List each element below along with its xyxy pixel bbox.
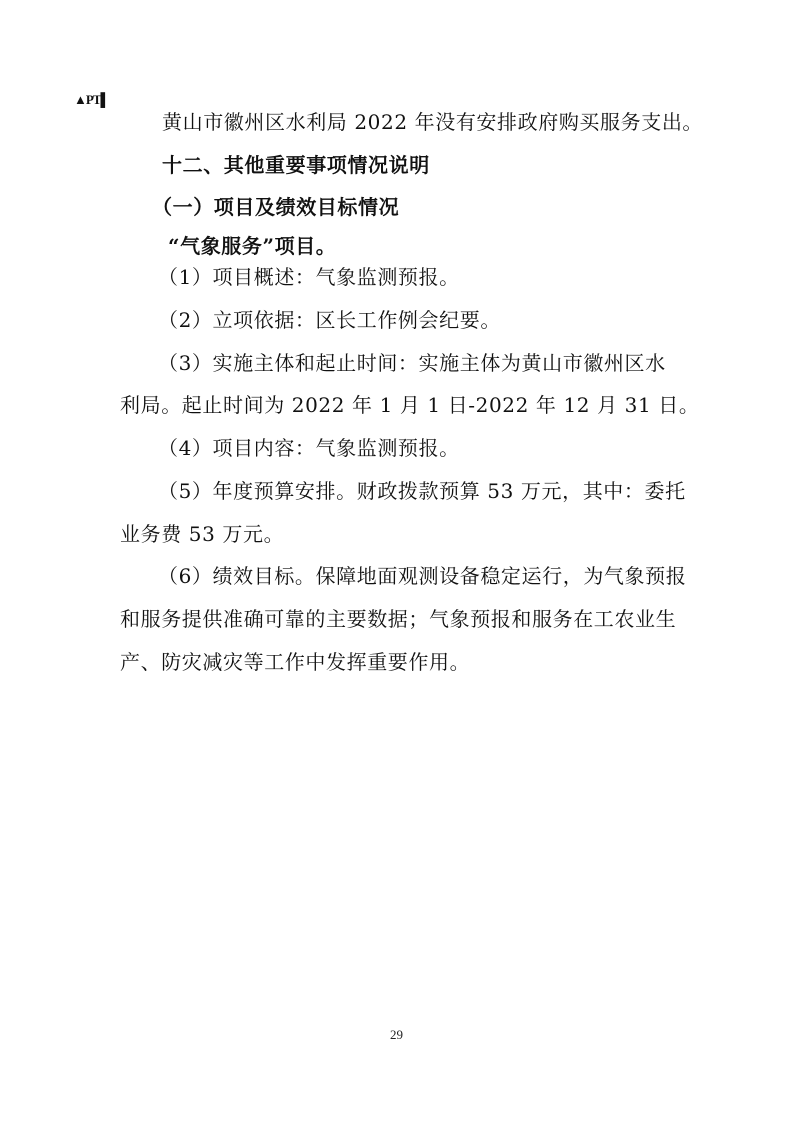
paragraph-line-1: 黄山市徽州区水利局 2022 年没有安排政府购买服务支出。 bbox=[162, 110, 704, 134]
section-heading: 十二、其他重要事项情况说明 bbox=[162, 153, 430, 177]
item-3-line-2: 利局。起止时间为 2022 年 1 月 1 日-2022 年 12 月 31 日。 bbox=[120, 393, 700, 417]
item-3-line-1: （3）实施主体和起止时间：实施主体为黄山市徽州区水 bbox=[158, 351, 666, 375]
item-6-line-2: 和服务提供准确可靠的主要数据；气象预报和服务在工农业生 bbox=[120, 607, 677, 631]
item-1-line: （1）项目概述：气象监测预报。 bbox=[158, 265, 460, 289]
item-2-line: （2）立项依据：区长工作例会纪要。 bbox=[158, 308, 501, 332]
item-5-line-1: （5）年度预算安排。财政拨款预算 53 万元，其中：委托 bbox=[158, 479, 686, 503]
page-number: 29 bbox=[390, 1027, 403, 1042]
item-6-line-1: （6）绩效目标。保障地面观测设备稳定运行，为气象预报 bbox=[158, 564, 687, 588]
item-4-line: （4）项目内容：气象监测预报。 bbox=[158, 436, 460, 460]
corner-mark: ▲PT▌ bbox=[74, 92, 109, 107]
project-title: “气象服务”项目。 bbox=[168, 234, 337, 258]
item-5-line-2: 业务费 53 万元。 bbox=[120, 522, 285, 546]
subsection-heading: （一）项目及绩效目标情况 bbox=[152, 195, 400, 219]
item-6-line-3: 产、防灾减灾等工作中发挥重要作用。 bbox=[120, 650, 471, 674]
